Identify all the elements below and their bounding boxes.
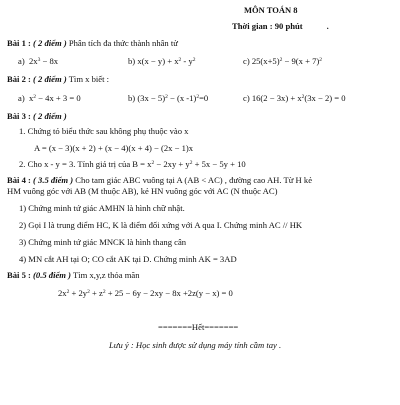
bai1-a: a) $2x^3 - 8x$ xyxy=(18,56,59,66)
bai1-points: ( 2 điểm ) xyxy=(33,38,67,48)
bai3-item1: 1. Chứng tỏ biểu thức sau không phụ thuộc vào x xyxy=(19,126,189,136)
bai3-item2: 2. Cho x - y = 3. Tính giá trị của $B = x^2 - 2xy + y^2 + 5x - 5y + 10$ xyxy=(19,159,246,169)
bai2-label: Bài 2 : xyxy=(7,74,31,84)
bai1-c: c) $25(x+5)^2 - 9(x + 7)^2$ xyxy=(243,56,322,66)
bai4-item2: 2) Gọi I là trung điểm HC, K là điểm đối xứng với A qua I. Chứng minh AC // HK xyxy=(19,220,303,230)
time-limit xyxy=(232,21,329,32)
end-marker: =======Hết======= xyxy=(158,322,239,332)
bai3-expr1: A = (x − 3)(x + 2) + (x − 4)(x + 4) − (2x − 1)x xyxy=(34,143,194,153)
bai1-b-label: b) xyxy=(128,56,136,66)
bai3-label: Bài 3 : xyxy=(7,111,31,121)
bai4-item4: 4) MN cắt AH tại O; CO cắt AK tại D. Chứng minh AK = 3AD xyxy=(19,254,237,264)
header-dot: . xyxy=(326,21,329,31)
bai4-item3: 3) Chứng minh tứ giác MNCK là hình thang cân xyxy=(19,237,187,247)
bai3-heading xyxy=(7,111,67,122)
subject-title: MÔN TOÁN 8 xyxy=(244,5,298,15)
bai2-b: b) $(3x - 5)^2 - (x$ -1)$^2$=0 xyxy=(128,93,209,103)
bai1-a-label: a) xyxy=(18,56,25,66)
bai2-a: a) $x^2 - 4x + 3 = 0$ xyxy=(18,93,81,103)
bai2-b-label: b) xyxy=(128,93,136,103)
bai5-label: Bài 5 : xyxy=(7,270,31,280)
bai1-heading xyxy=(7,38,178,49)
bai1-b: b) $x(x - y) + x^2 - y^2$ xyxy=(128,56,196,66)
bai4-heading xyxy=(7,175,312,186)
bai2-a-label: a) xyxy=(18,93,25,103)
bai4-points: ( 3.5 điểm ) xyxy=(33,175,74,185)
bai4-text1: Cho tam giác ABC vuông tại A (AB < AC) , đường cao AH. Từ H kẻ xyxy=(75,175,313,185)
bai5-instruction: Tìm x,y,z thỏa mãn xyxy=(72,270,140,280)
bai3-item2-rest2: + 5x − 5y + 10 xyxy=(192,159,246,169)
bai5-heading xyxy=(7,270,140,281)
bai2-points: ( 2 điểm ) xyxy=(33,74,67,84)
bai4-text2: HM vuông góc với AB (M thuộc AB), kẻ HN vuông góc với AC (N thuộc AC) xyxy=(7,186,278,196)
bai4-label: Bài 4 : xyxy=(7,175,31,185)
bai2-heading xyxy=(7,74,109,85)
footer-note: Lưu ý : Học sinh được sử dụng máy tính cầm tay . xyxy=(109,340,282,350)
bai3-item2-rest: − 2xy + y xyxy=(154,159,190,169)
bai2-c: c) $16(2 - 3x) + x^2(3x - 2) = 0$ xyxy=(243,93,346,103)
bai4-item1: 1) Chứng minh tứ giác AMHN là hình chữ nhật. xyxy=(19,203,185,213)
time-text: Thời gian : 90 phút xyxy=(232,21,303,31)
bai1-c-label: c) xyxy=(243,56,250,66)
bai1-instruction: Phân tích đa thức thành nhân tử xyxy=(68,38,178,48)
bai2-c-label: c) xyxy=(243,93,250,103)
bai5-equation: $2x^2 + 2y^2 + z^2 + 25 - 6y - 2xy - 8x +2z(y - x) = 0$ xyxy=(58,288,233,298)
bai3-item2-text: 2. Cho x - y = 3. Tính giá trị của B = x xyxy=(19,159,152,169)
bai2-instruction: Tìm x biết : xyxy=(68,74,110,84)
bai3-points: ( 2 điểm ) xyxy=(33,111,67,121)
bai5-points: (0.5 điểm ) xyxy=(33,270,71,280)
bai1-label: Bài 1 : xyxy=(7,38,31,48)
